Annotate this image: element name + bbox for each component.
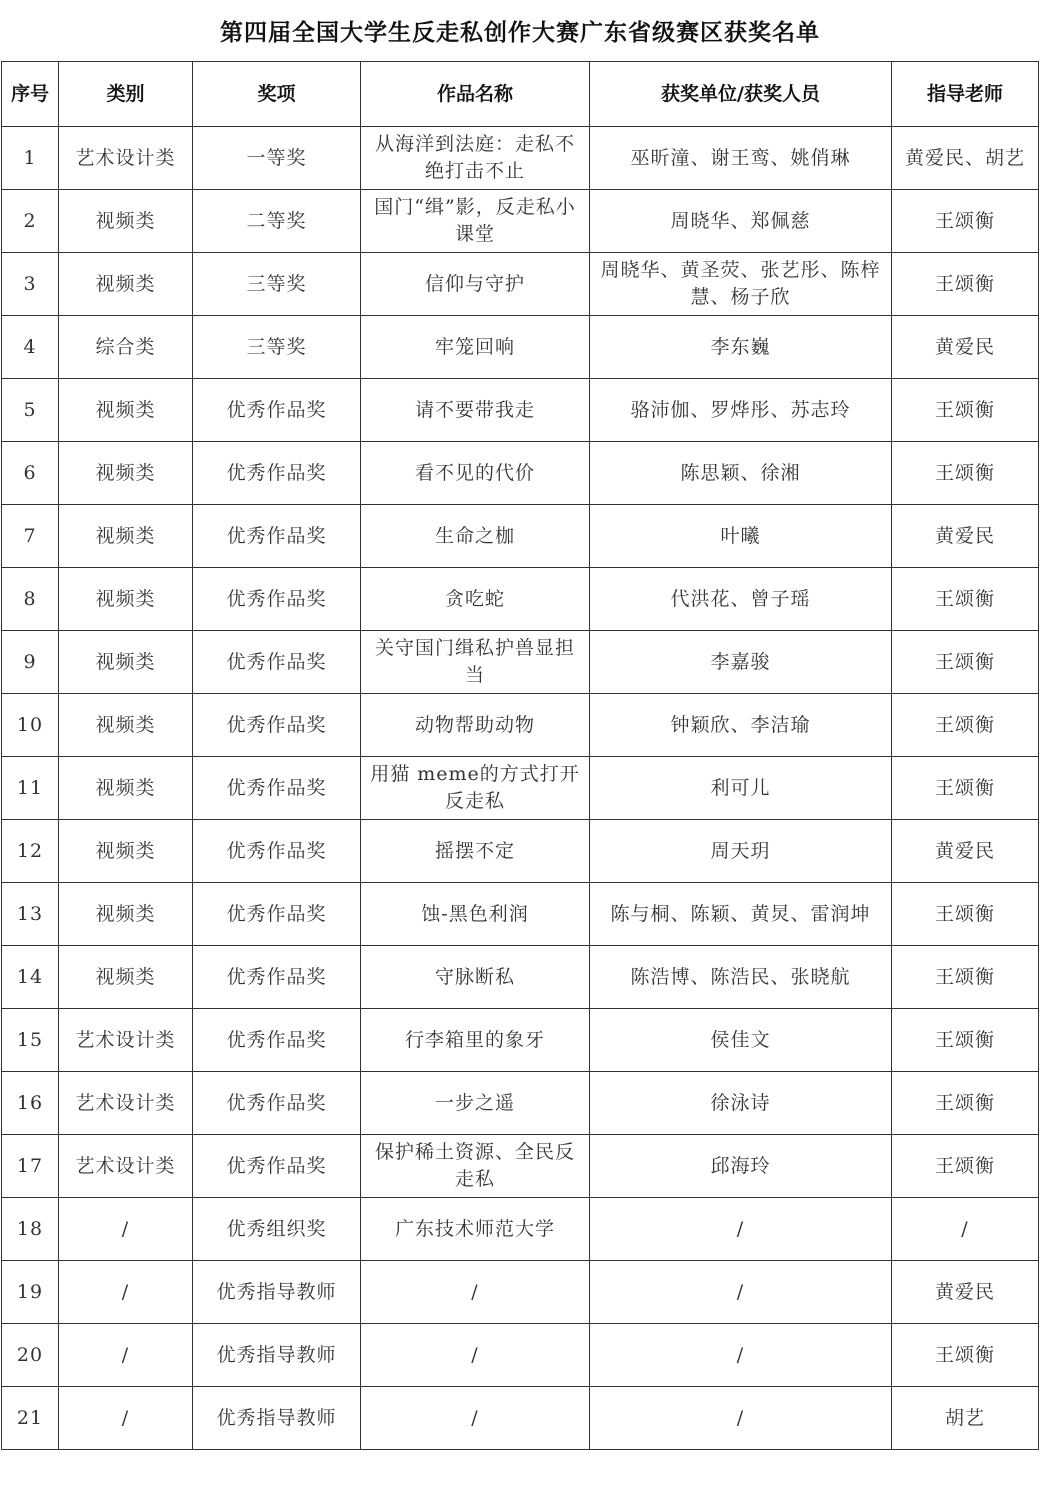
table-row (2, 568, 1039, 631)
cell-award: 优秀作品奖 (193, 631, 361, 694)
cell-index: 5 (2, 379, 59, 442)
cell-category: 视频类 (59, 820, 193, 883)
cell-category: 视频类 (59, 379, 193, 442)
cell-work-title: 看不见的代价 (361, 442, 590, 505)
cell-index: 19 (2, 1261, 59, 1324)
cell-award: 优秀作品奖 (193, 379, 361, 442)
cell-award: 优秀作品奖 (193, 442, 361, 505)
cell-index: 13 (2, 883, 59, 946)
cell-index: 17 (2, 1135, 59, 1198)
header-work-title: 作品名称 (361, 62, 590, 127)
cell-award: 优秀作品奖 (193, 757, 361, 820)
cell-advisor: 王颂衡 (892, 1009, 1039, 1072)
cell-advisor: 王颂衡 (892, 694, 1039, 757)
cell-index: 9 (2, 631, 59, 694)
cell-winners: / (590, 1198, 892, 1261)
cell-work-title: / (361, 1261, 590, 1324)
cell-winners: 邱海玲 (590, 1135, 892, 1198)
cell-award: 优秀作品奖 (193, 1135, 361, 1198)
cell-index: 20 (2, 1324, 59, 1387)
cell-advisor: 黄爱民、胡艺 (892, 127, 1039, 190)
table-header (2, 62, 1039, 127)
cell-index: 4 (2, 316, 59, 379)
cell-advisor: 王颂衡 (892, 253, 1039, 316)
cell-index: 3 (2, 253, 59, 316)
cell-category: 视频类 (59, 442, 193, 505)
cell-index: 10 (2, 694, 59, 757)
header-row (2, 62, 1039, 127)
header-award: 奖项 (193, 62, 361, 127)
cell-index: 11 (2, 757, 59, 820)
cell-index: 21 (2, 1387, 59, 1450)
table-row (2, 442, 1039, 505)
cell-winners: 骆沛伽、罗烨彤、苏志玲 (590, 379, 892, 442)
table-row (2, 757, 1039, 820)
cell-index: 8 (2, 568, 59, 631)
table-row (2, 1387, 1039, 1450)
cell-award: 优秀组织奖 (193, 1198, 361, 1261)
cell-advisor: / (892, 1198, 1039, 1261)
cell-index: 2 (2, 190, 59, 253)
table-row (2, 946, 1039, 1009)
cell-index: 18 (2, 1198, 59, 1261)
cell-advisor: 王颂衡 (892, 1324, 1039, 1387)
table-row (2, 505, 1039, 568)
cell-advisor: 黄爱民 (892, 505, 1039, 568)
cell-work-title: 一步之遥 (361, 1072, 590, 1135)
cell-advisor: 王颂衡 (892, 442, 1039, 505)
cell-award: 优秀作品奖 (193, 946, 361, 1009)
cell-winners: 巫昕潼、谢王鸾、姚俏琳 (590, 127, 892, 190)
cell-category: 视频类 (59, 883, 193, 946)
cell-advisor: 黄爱民 (892, 820, 1039, 883)
cell-work-title: 信仰与守护 (361, 253, 590, 316)
cell-category: / (59, 1387, 193, 1450)
table-row (2, 253, 1039, 316)
cell-advisor: 王颂衡 (892, 946, 1039, 1009)
table-body (2, 127, 1039, 1450)
cell-work-title: 广东技术师范大学 (361, 1198, 590, 1261)
cell-index: 16 (2, 1072, 59, 1135)
cell-winners: 周晓华、黄圣荧、张艺彤、陈梓慧、杨子欣 (590, 253, 892, 316)
cell-award: 三等奖 (193, 253, 361, 316)
cell-work-title: / (361, 1324, 590, 1387)
cell-award: 优秀指导教师 (193, 1387, 361, 1450)
cell-category: / (59, 1198, 193, 1261)
table-row (2, 190, 1039, 253)
table-row (2, 883, 1039, 946)
cell-winners: 周天玥 (590, 820, 892, 883)
cell-index: 6 (2, 442, 59, 505)
cell-winners: 陈与桐、陈颖、黄炅、雷润坤 (590, 883, 892, 946)
table-row (2, 1135, 1039, 1198)
cell-award: 一等奖 (193, 127, 361, 190)
cell-work-title: 摇摆不定 (361, 820, 590, 883)
header-advisor: 指导老师 (892, 62, 1039, 127)
cell-winners: 周晓华、郑佩慈 (590, 190, 892, 253)
cell-award: 优秀作品奖 (193, 568, 361, 631)
cell-award: 优秀指导教师 (193, 1324, 361, 1387)
cell-advisor: 黄爱民 (892, 316, 1039, 379)
cell-index: 14 (2, 946, 59, 1009)
cell-category: 视频类 (59, 631, 193, 694)
cell-category: 艺术设计类 (59, 1135, 193, 1198)
cell-award: 二等奖 (193, 190, 361, 253)
cell-winners: 侯佳文 (590, 1009, 892, 1072)
cell-category: 视频类 (59, 946, 193, 1009)
cell-work-title: 守脉断私 (361, 946, 590, 1009)
cell-winners: 徐泳诗 (590, 1072, 892, 1135)
cell-winners: / (590, 1261, 892, 1324)
cell-advisor: 王颂衡 (892, 379, 1039, 442)
cell-work-title: 动物帮助动物 (361, 694, 590, 757)
table-row (2, 694, 1039, 757)
cell-advisor: 王颂衡 (892, 190, 1039, 253)
cell-winners: / (590, 1324, 892, 1387)
table-row (2, 1009, 1039, 1072)
header-winners: 获奖单位/获奖人员 (590, 62, 892, 127)
cell-winners: 李嘉骏 (590, 631, 892, 694)
cell-advisor: 胡艺 (892, 1387, 1039, 1450)
cell-category: 视频类 (59, 757, 193, 820)
cell-work-title: 用猫 meme的方式打开反走私 (361, 757, 590, 820)
cell-winners: / (590, 1387, 892, 1450)
cell-work-title: 贪吃蛇 (361, 568, 590, 631)
cell-advisor: 王颂衡 (892, 631, 1039, 694)
cell-work-title: 生命之枷 (361, 505, 590, 568)
cell-winners: 叶曦 (590, 505, 892, 568)
cell-category: / (59, 1324, 193, 1387)
cell-category: 艺术设计类 (59, 1009, 193, 1072)
cell-category: 视频类 (59, 505, 193, 568)
cell-work-title: 保护稀土资源、全民反走私 (361, 1135, 590, 1198)
cell-award: 优秀作品奖 (193, 883, 361, 946)
cell-work-title: 国门“缉”影，反走私小课堂 (361, 190, 590, 253)
table-row (2, 1198, 1039, 1261)
cell-award: 优秀作品奖 (193, 820, 361, 883)
cell-category: 艺术设计类 (59, 1072, 193, 1135)
cell-award: 优秀作品奖 (193, 505, 361, 568)
document-title: 第四届全国大学生反走私创作大赛广东省级赛区获奖名单 (220, 20, 820, 46)
cell-award: 优秀指导教师 (193, 1261, 361, 1324)
cell-index: 12 (2, 820, 59, 883)
cell-work-title: 牢笼回响 (361, 316, 590, 379)
cell-advisor: 王颂衡 (892, 1135, 1039, 1198)
cell-winners: 李东巍 (590, 316, 892, 379)
cell-index: 1 (2, 127, 59, 190)
table-row (2, 631, 1039, 694)
cell-work-title: / (361, 1387, 590, 1450)
cell-work-title: 关守国门缉私护兽显担当 (361, 631, 590, 694)
table-row (2, 1072, 1039, 1135)
header-index: 序号 (2, 62, 59, 127)
cell-category: 视频类 (59, 253, 193, 316)
cell-advisor: 王颂衡 (892, 757, 1039, 820)
cell-category: / (59, 1261, 193, 1324)
cell-work-title: 行李箱里的象牙 (361, 1009, 590, 1072)
cell-winners: 利可儿 (590, 757, 892, 820)
cell-winners: 代洪花、曾子瑶 (590, 568, 892, 631)
cell-award: 优秀作品奖 (193, 694, 361, 757)
cell-award: 三等奖 (193, 316, 361, 379)
cell-index: 15 (2, 1009, 59, 1072)
cell-winners: 钟颖欣、李洁瑜 (590, 694, 892, 757)
cell-category: 综合类 (59, 316, 193, 379)
cell-award: 优秀作品奖 (193, 1072, 361, 1135)
awards-table (1, 61, 1039, 1450)
cell-advisor: 王颂衡 (892, 1072, 1039, 1135)
cell-index: 7 (2, 505, 59, 568)
cell-advisor: 黄爱民 (892, 1261, 1039, 1324)
header-category: 类别 (59, 62, 193, 127)
cell-category: 视频类 (59, 568, 193, 631)
table-row (2, 820, 1039, 883)
cell-award: 优秀作品奖 (193, 1009, 361, 1072)
table-row (2, 379, 1039, 442)
table-row (2, 1324, 1039, 1387)
cell-category: 视频类 (59, 190, 193, 253)
cell-work-title: 请不要带我走 (361, 379, 590, 442)
cell-category: 艺术设计类 (59, 127, 193, 190)
cell-category: 视频类 (59, 694, 193, 757)
table-row (2, 316, 1039, 379)
table-row (2, 127, 1039, 190)
cell-work-title: 蚀-黑色利润 (361, 883, 590, 946)
cell-advisor: 王颂衡 (892, 883, 1039, 946)
cell-work-title: 从海洋到法庭：走私不绝打击不止 (361, 127, 590, 190)
cell-winners: 陈思颖、徐湘 (590, 442, 892, 505)
cell-advisor: 王颂衡 (892, 568, 1039, 631)
cell-winners: 陈浩博、陈浩民、张晓航 (590, 946, 892, 1009)
table-row (2, 1261, 1039, 1324)
